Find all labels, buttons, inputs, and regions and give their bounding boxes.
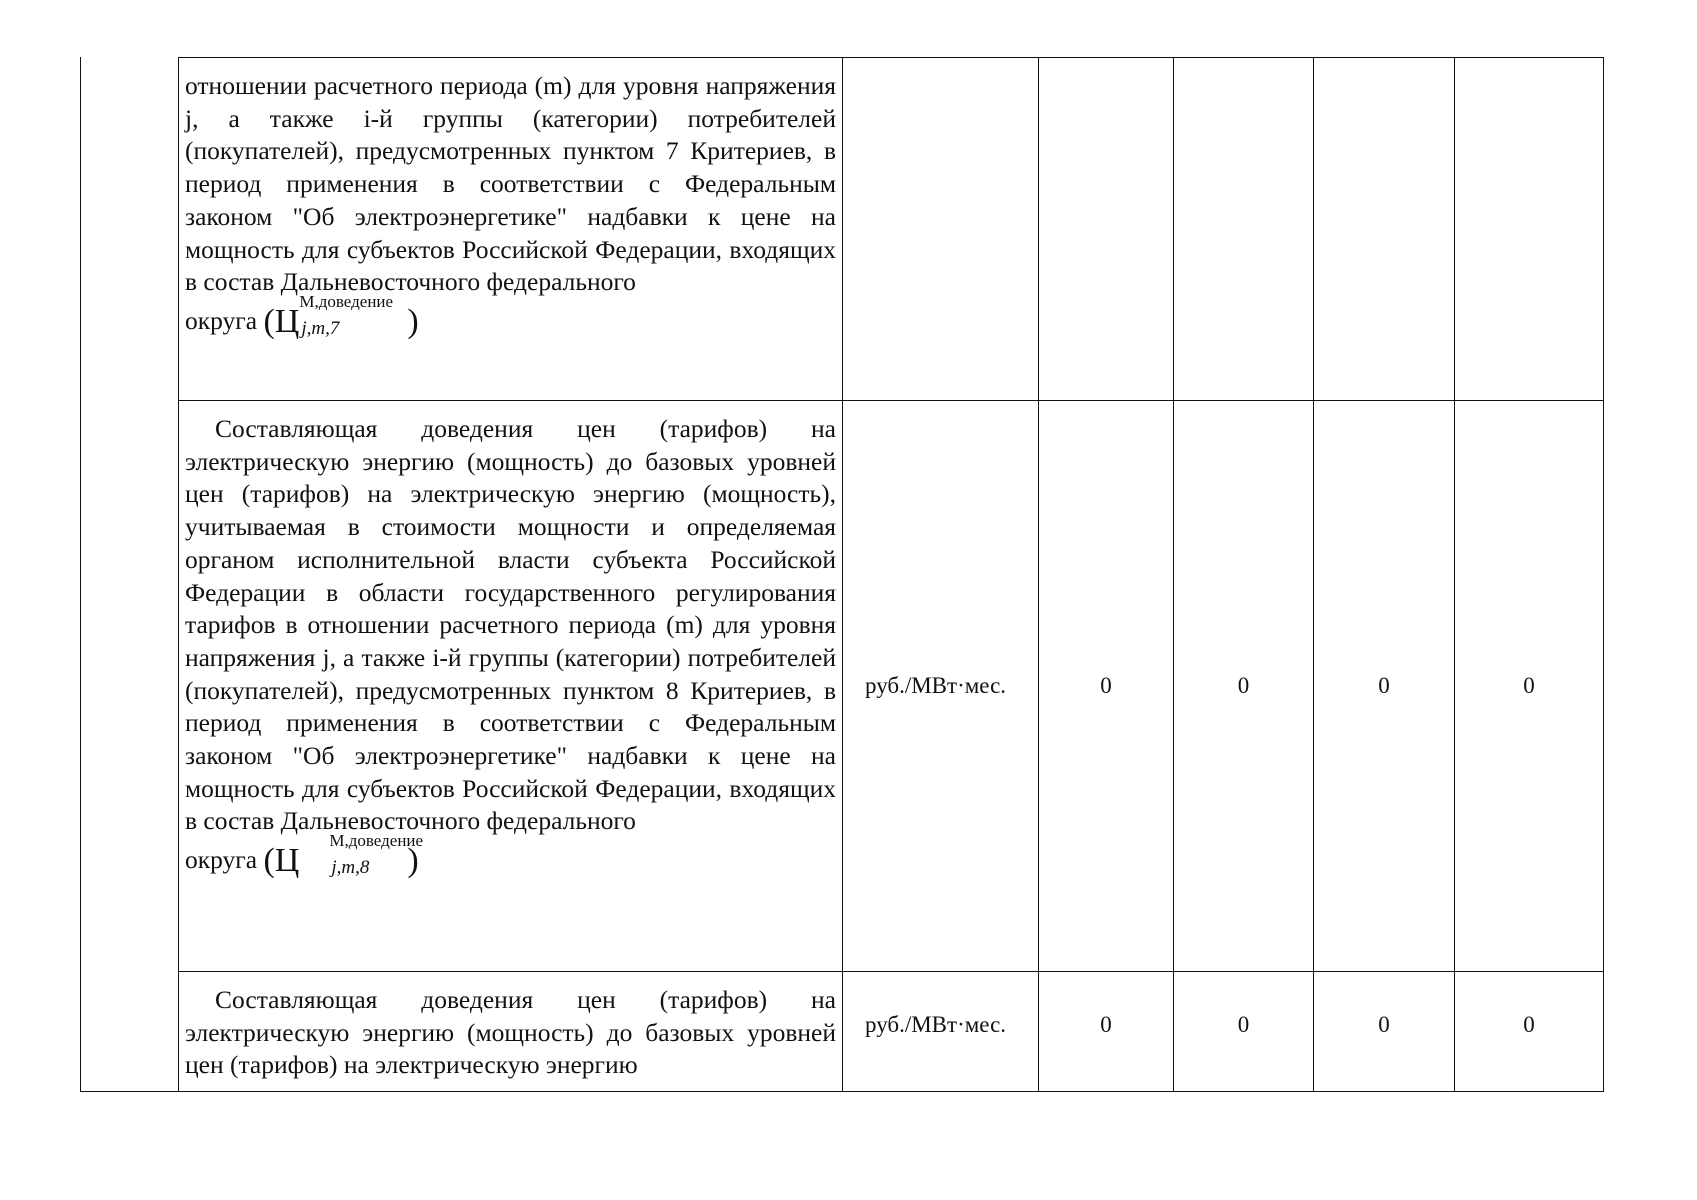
value-cell: 0: [1174, 972, 1314, 1092]
description-cell: [179, 972, 843, 1092]
value-cell: [1314, 58, 1455, 401]
description-cell: [179, 58, 843, 401]
formula: округа (Ц М,доведение j,m,8 ): [185, 831, 424, 880]
formula-prefix: округа: [185, 305, 258, 335]
value-cell: 0: [1455, 972, 1604, 1092]
value-cell: [1039, 58, 1174, 401]
tariff-table: [178, 57, 1604, 1092]
formula-subscript: j,m,7: [301, 317, 340, 339]
value-cell: 0: [1039, 401, 1174, 972]
value-cell: 0: [1455, 401, 1604, 972]
row-description: Составляющая доведения цен (тарифов) на электрическую энергию (мощность) до базовых уровней цен (тарифов) на электрическую энергию (мощность), учитываемая в стоимости мощности и определяемая органом исполнительной власти субъекта Российской Федерации в области государственного регулирования тарифов в отношении расчетного периода (m) для уровня напряжения j, а также i-й группы (категории) потребителей (покупателей), предусмотренных пунктом 8 Критериев, в период применения в соответствии с Федеральным законом "Об электроэнергетике" надбавки к цене на мощность для субъектов Российской Федерации, входящих в состав Дальневосточного федерального: [185, 414, 836, 836]
unit-cell: руб./МВт·мес.: [843, 401, 1039, 972]
row-description: отношении расчетного периода (m) для уровня напряжения j, а также i-й группы (категории) потребителей (покупателей), предусмотренных пунктом 7 Критериев, в период применения в соответствии с Федеральным законом "Об электроэнергетике" надбавки к цене на мощность для субъектов Российской Федерации, входящих в состав Дальневосточного федерального: [185, 71, 836, 297]
row-description: Составляющая доведения цен (тарифов) на электрическую энергию (мощность) до базовых уровней цен (тарифов) на электрическую энергию: [185, 985, 836, 1080]
formula-superscript: М,доведение: [299, 291, 394, 311]
value-cell: 0: [1174, 401, 1314, 972]
value-cell: 0: [1314, 972, 1455, 1092]
value-cell: [1174, 58, 1314, 401]
formula: округа (Ц М,доведение j,m,7 ): [185, 291, 419, 340]
formula-subscript: j,m,8: [331, 857, 370, 879]
table-left-border: [80, 57, 81, 1092]
formula-prefix: округа: [185, 845, 258, 875]
formula-symbol: Ц: [274, 842, 300, 880]
value-cell: [1455, 58, 1604, 401]
table-row: [179, 972, 1604, 1092]
unit-cell: руб./МВт·мес.: [843, 972, 1039, 1092]
description-cell: [179, 401, 843, 972]
table-row: [179, 401, 1604, 972]
value-cell: 0: [1314, 401, 1455, 972]
formula-symbol: Ц: [274, 302, 300, 340]
formula-superscript: М,доведение: [329, 831, 424, 851]
table-row: [179, 58, 1604, 401]
unit-cell: [843, 58, 1039, 401]
value-cell: 0: [1039, 972, 1174, 1092]
